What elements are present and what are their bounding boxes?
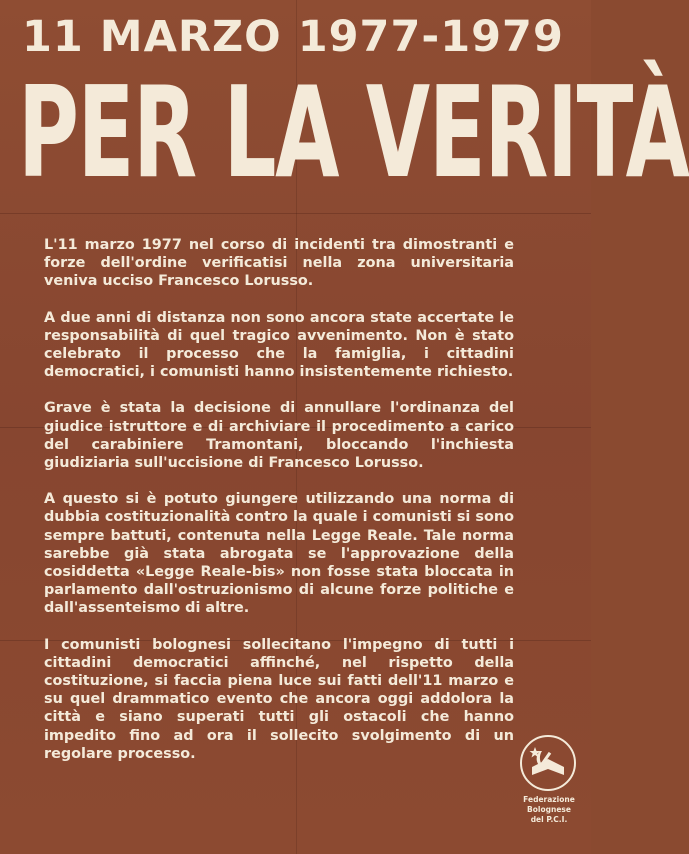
paragraph: Grave è stata la decisione di annullare l'ordinanza del giudice istruttore e di archiviare il procedimento a carico del carabiniere Tramontani, bloccando l'inchiesta giudiziaria sull'uccisione di Francesco Lorusso. [44,400,514,472]
paragraph: A questo si è potuto giungere utilizzando una norma di dubbia costituzionalità contro la quale i comunisti si sono sempre battuti, contenuta nella Legge Reale. Tale norma sarebbe già stata abrogata se l'approvazione della cosiddetta «Legge Reale-bis» non fosse stata bloccata in parlamento dall'ostruzionismo di alcune forze politiche e dall'assenteismo di altre. [44,491,514,617]
organization-line: Federazione [523,795,575,804]
poster-date-headline: 11 MARZO 1977-1979 [22,12,564,62]
emblem-label: P.C.I. [539,777,557,784]
paragraph: I comunisti bolognesi sollecitano l'impegno di tutti i cittadini democratici affinché, nel rispetto della costituzione, si faccia piena luce sui fatti dell'11 marzo e su quel drammatico evento che ancora oggi addolora la città e siano superati tutti gli ostacoli che hanno impedito fino ad ora il sollecito svolgimento di un regolare processo. [44,636,514,762]
organization-line: del P.C.I. [530,815,568,824]
pci-emblem-icon [520,735,576,791]
poster-body [44,236,514,781]
paragraph: A due anni di distanza non sono ancora state accertate le responsabilità di quel tragico avvenimento. Non è stato celebrato il processo che la famiglia, i cittadini democratici, i comunisti hanno insistentemente richiesto. [44,309,514,381]
organization-credit [514,795,584,825]
organization-line: Bolognese [527,805,571,814]
poster-title: PER LA VERITÀ [18,59,689,206]
paragraph: L'11 marzo 1977 nel corso di incidenti tra dimostranti e forze dell'ordine verificatisi nella zona universitaria veniva ucciso Francesco Lorusso. [44,237,514,290]
